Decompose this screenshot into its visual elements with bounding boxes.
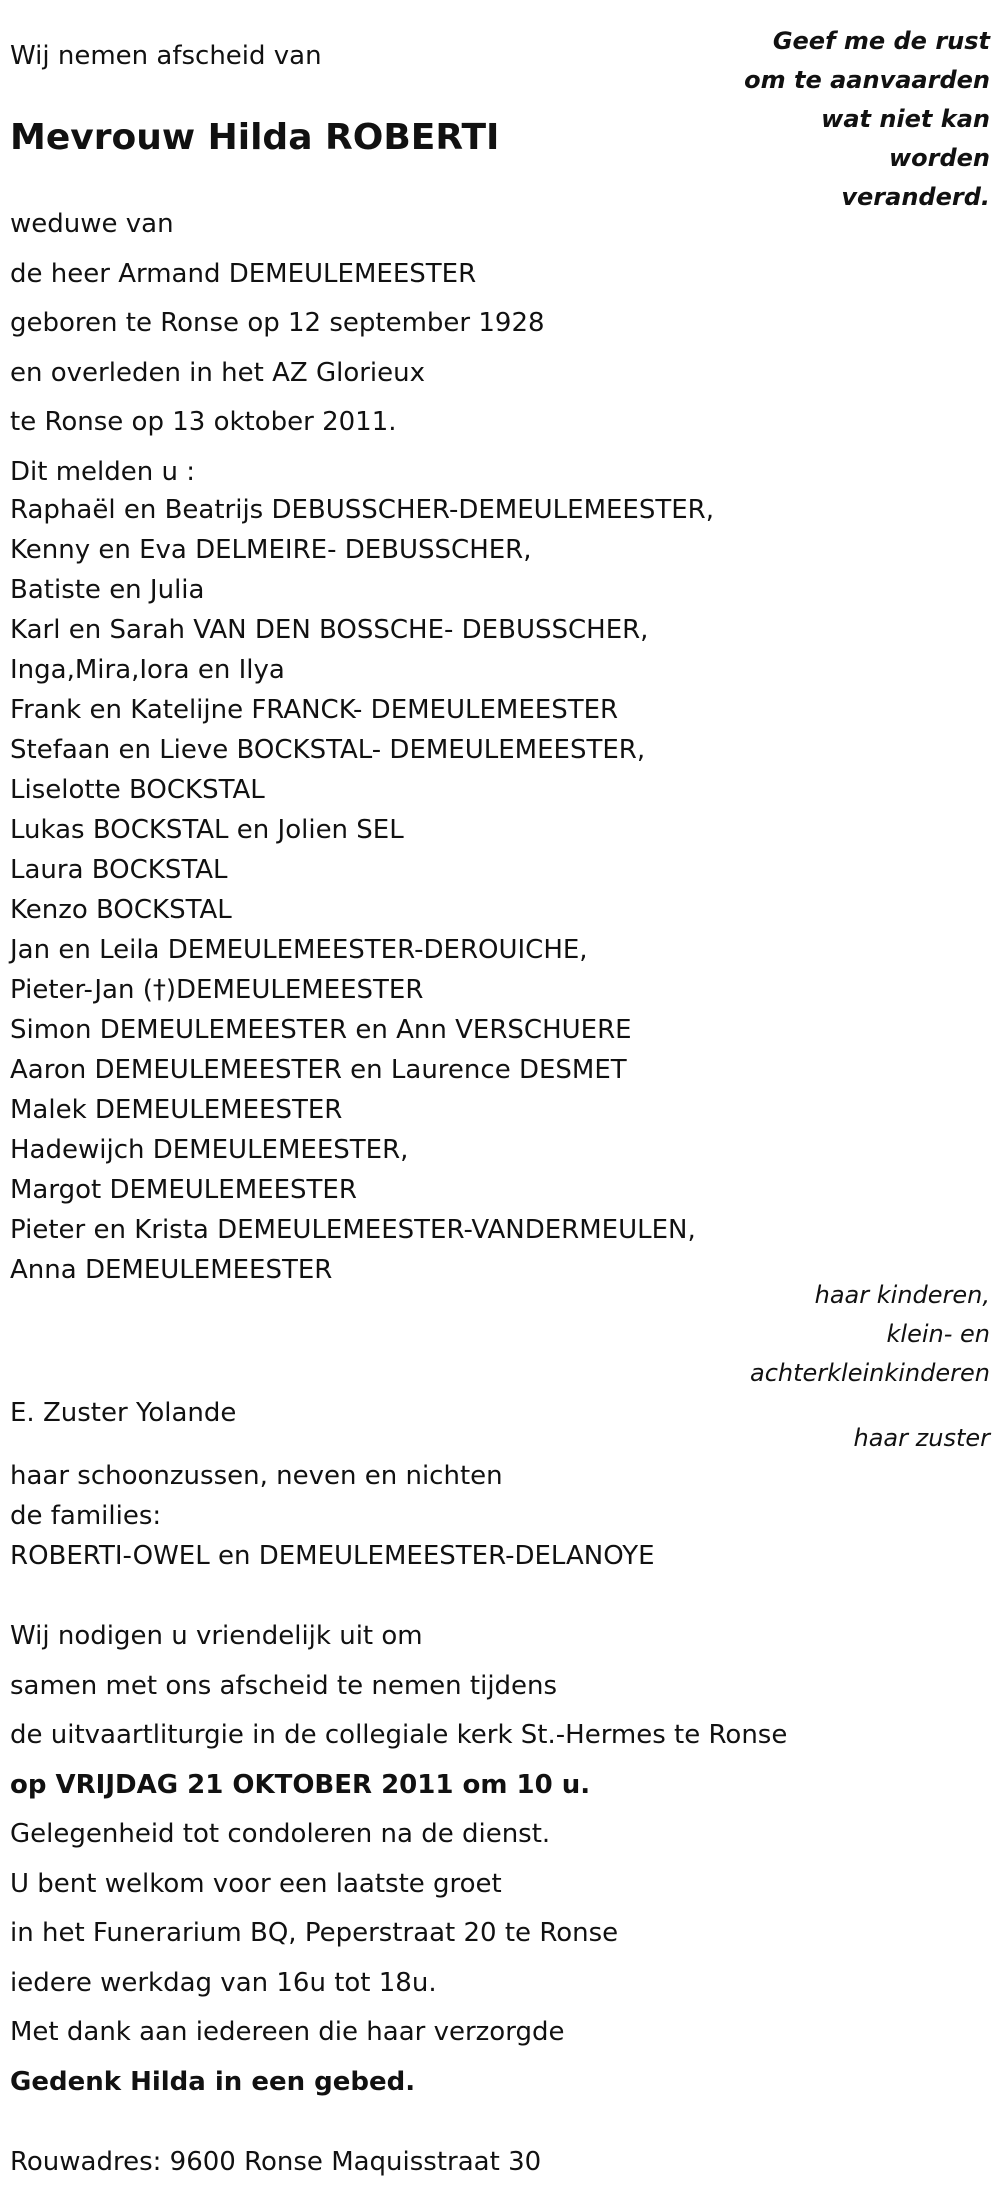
address-text: Rouwadres: 9600 Ronse Maquisstraat 30 — [10, 2147, 542, 2177]
extended-line: ROBERTI-OWEL en DEMEULEMEESTER-DELANOYE — [10, 1541, 655, 1571]
list-item: Pieter-Jan (†)DEMEULEMEESTER — [10, 975, 424, 1005]
extended-line: haar schoonzussen, neven en nichten — [10, 1461, 503, 1491]
list-item: Raphaël en Beatrijs DEBUSSCHER-DEMEULEMEESTER, — [10, 495, 715, 525]
deceased-name: Mevrouw Hilda ROBERTI — [10, 117, 500, 158]
family-list — [10, 490, 714, 1290]
detail-line: weduwe van — [10, 209, 174, 239]
quote-block — [744, 22, 990, 217]
list-item: Stefaan en Lieve BOCKSTAL- DEMEULEMEESTER, — [10, 735, 646, 765]
detail-line: geboren te Ronse op 12 september 1928 — [10, 308, 545, 338]
list-item: Simon DEMEULEMEESTER en Ann VERSCHUERE — [10, 1015, 632, 1045]
list-item: Karl en Sarah VAN DEN BOSSCHE- DEBUSSCHER, — [10, 615, 649, 645]
detail-line: de heer Armand DEMEULEMEESTER — [10, 259, 477, 289]
relation-children — [750, 1276, 990, 1393]
relation-line: klein- en — [886, 1320, 990, 1348]
intro-text: Wij nemen afscheid van — [10, 41, 322, 71]
invitation-line: de uitvaartliturgie in de collegiale kerk St.-Hermes te Ronse — [10, 1720, 788, 1750]
extended-line: de families: — [10, 1501, 162, 1531]
relation-sister — [854, 1419, 990, 1458]
list-item: Pieter en Krista DEMEULEMEESTER-VANDERMEULEN, — [10, 1215, 696, 1245]
quote-line: wat niet kan — [821, 105, 990, 133]
list-item: Inga,Mira,Iora en Ilya — [10, 655, 285, 685]
info-line: U bent welkom voor een laatste groet — [10, 1869, 502, 1899]
relation-line: haar zuster — [853, 1424, 990, 1452]
relation-line: achterkleinkinderen — [750, 1359, 990, 1387]
closing-text: Gedenk Hilda in een gebed. — [10, 2067, 416, 2097]
list-item: Hadewijch DEMEULEMEESTER, — [10, 1135, 409, 1165]
announce-text: Dit melden u : — [10, 457, 195, 487]
invitation-line: Wij nodigen u vriendelijk uit om — [10, 1621, 423, 1651]
list-item: Lukas BOCKSTAL en Jolien SEL — [10, 815, 404, 845]
list-item: Jan en Leila DEMEULEMEESTER-DEROUICHE, — [10, 935, 588, 965]
info-line: Gelegenheid tot condoleren na de dienst. — [10, 1819, 551, 1849]
list-item: Kenny en Eva DELMEIRE- DEBUSSCHER, — [10, 535, 532, 565]
detail-line: te Ronse op 13 oktober 2011. — [10, 407, 397, 437]
list-item: Anna DEMEULEMEESTER — [10, 1255, 333, 1285]
list-item: Frank en Katelijne FRANCK- DEMEULEMEESTER — [10, 695, 619, 725]
quote-line: worden — [888, 144, 990, 172]
detail-line: en overleden in het AZ Glorieux — [10, 358, 425, 388]
info-line: in het Funerarium BQ, Peperstraat 20 te Ronse — [10, 1918, 619, 1948]
info-line: iedere werkdag van 16u tot 18u. — [10, 1968, 437, 1998]
sister-name: E. Zuster Yolande — [10, 1398, 237, 1428]
quote-line: veranderd. — [841, 183, 990, 211]
relation-line: haar kinderen, — [814, 1281, 990, 1309]
list-item: Laura BOCKSTAL — [10, 855, 228, 885]
list-item: Margot DEMEULEMEESTER — [10, 1175, 357, 1205]
list-item: Kenzo BOCKSTAL — [10, 895, 232, 925]
list-item: Aaron DEMEULEMEESTER en Laurence DESMET — [10, 1055, 627, 1085]
list-item: Liselotte BOCKSTAL — [10, 775, 265, 805]
invitation-line: samen met ons afscheid te nemen tijdens — [10, 1671, 558, 1701]
quote-line: om te aanvaarden — [744, 66, 990, 94]
list-item: Malek DEMEULEMEESTER — [10, 1095, 343, 1125]
info-line: Met dank aan iedereen die haar verzorgde — [10, 2017, 565, 2047]
service-date: op VRIJDAG 21 OKTOBER 2011 om 10 u. — [10, 1770, 591, 1800]
list-item: Batiste en Julia — [10, 575, 205, 605]
quote-line: Geef me de rust — [772, 27, 990, 55]
